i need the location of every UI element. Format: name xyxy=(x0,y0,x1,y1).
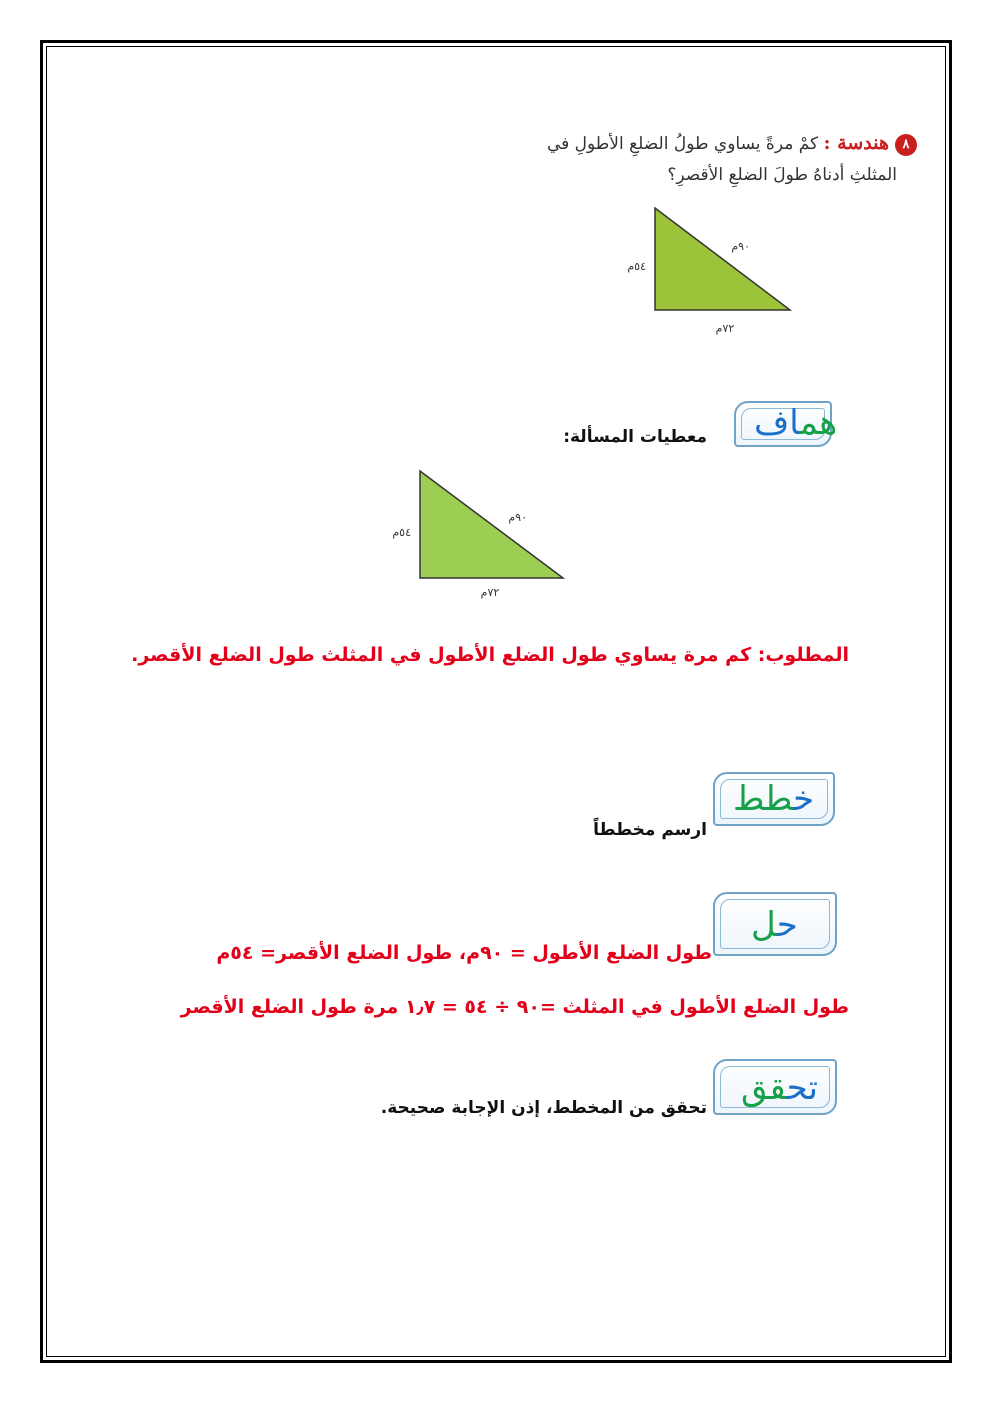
check-badge xyxy=(713,1059,837,1115)
solve-line-2: طول الضلع الأطول في المثلث =٩٠ ÷ ٥٤ = ١٫٧ مرة طول الضلع الأقصر xyxy=(180,996,849,1018)
triangle-2-hyp-label: ٩٠م xyxy=(508,511,527,524)
page-border-inner xyxy=(46,46,946,1357)
understand-badge xyxy=(734,401,838,447)
solve-line-1: طول الضلع الأطول = ٩٠م، طول الضلع الأقصر= ٥٤م xyxy=(216,942,712,964)
understand-badge-part1: اف xyxy=(754,403,800,443)
solve-badge-part1: ح xyxy=(776,905,798,945)
problem-text-1: كمْ مرةً يساوي طولُ الضلعِ الأطولِ في xyxy=(546,134,819,154)
triangle-figure-1 xyxy=(600,200,810,345)
triangle-2-base-label: ٧٢م xyxy=(480,586,500,599)
plan-label: ارسم مخططاً xyxy=(593,820,707,840)
check-badge-part1: تح xyxy=(786,1068,818,1108)
plan-badge-part2: طط xyxy=(733,779,794,819)
plan-badge-part1: خ xyxy=(793,779,815,819)
problem-keyword: هندسة : xyxy=(823,132,889,154)
triangle-shape-2 xyxy=(420,471,563,578)
problem-number: ٨ xyxy=(895,134,917,156)
triangle-2-side-label: ٥٤م xyxy=(392,526,411,539)
triangle-1-hyp-label: ٩٠م xyxy=(731,240,750,253)
solve-badge xyxy=(713,892,837,956)
problem-text-2: المثلثِ أدناهُ طولَ الضلعِ الأقصرِ؟ xyxy=(667,165,897,185)
problem-line-2 xyxy=(667,160,897,190)
triangle-1-base-label: ٧٢م xyxy=(715,322,735,335)
plan-badge xyxy=(713,772,835,826)
triangle-figure-2 xyxy=(370,465,580,605)
understand-badge-part2: هم xyxy=(799,403,838,443)
understand-label: معطيات المسألة: xyxy=(563,427,707,447)
triangle-shape-1 xyxy=(655,208,790,310)
problem-line-1 xyxy=(547,128,917,159)
solve-badge-part2: ل xyxy=(751,905,777,945)
triangle-1-side-label: ٥٤م xyxy=(627,260,646,273)
check-label: تحقق من المخطط، إذن الإجابة صحيحة. xyxy=(380,1098,707,1118)
check-badge-part2: قق xyxy=(741,1068,787,1108)
required-statement: المطلوب: كم مرة يساوي طول الضلع الأطول في المثلث طول الضلع الأقصر. xyxy=(131,644,849,666)
